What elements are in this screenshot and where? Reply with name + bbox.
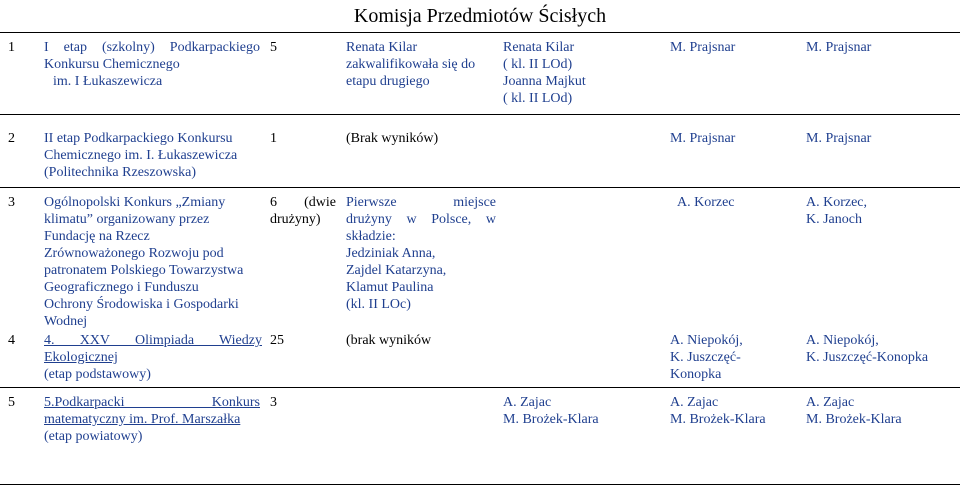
teacher-name: A. Niepokój, K. Juszczęć- Konopka (670, 333, 743, 382)
participants-count: 6 (dwie drużyny) (270, 195, 336, 227)
row-number: 1 (8, 40, 15, 55)
row-divider (0, 387, 960, 388)
row-divider (0, 187, 960, 188)
row-number: 3 (8, 195, 15, 210)
competition-name: I etap (szkolny) Podkarpackiego Konkursu Chemicznego im. I Łukaszewicza (44, 40, 260, 89)
row-divider (0, 114, 960, 115)
row-divider (0, 484, 960, 485)
result-text: (Brak wyników) (346, 131, 439, 146)
page-title: Komisja Przedmiotów Ścisłych (353, 5, 607, 27)
teacher-name: A. Zajac M. Brożek-Klara (670, 395, 766, 427)
teacher-name: A. Korzec (677, 195, 735, 210)
result-text: Pierwsze miejsce drużyny w Polsce, w składzie: Jedziniak Anna, Zajdel Katarzyna, Klamut Paulina (kl. II LOc) (346, 195, 496, 312)
students-list: A. Zajac M. Brożek-Klara (503, 395, 599, 427)
participants-count: 3 (270, 395, 277, 410)
row-number: 4 (8, 333, 15, 348)
teacher-name-2: M. Prajsnar (806, 40, 872, 55)
result-text: Renata Kilar zakwalifikowała się do etapu drugiego (346, 40, 476, 89)
competition-name: II etap Podkarpackiego Konkursu Chemicznego im. I. Łukaszewicza (Politechnika Rzeszowska) (44, 131, 238, 180)
competition-name: 5.Podkarpacki Konkurs matematyczny im. Prof. Marszałka (etap powiatowy) (44, 395, 260, 444)
row-divider (0, 32, 960, 33)
teacher-name: M. Prajsnar (670, 131, 736, 146)
result-text: (brak wyników (346, 333, 432, 348)
competition-name: Ogólnopolski Konkurs „Zmiany klimatu” organizowany przez Fundację na Rzecz Zrównoważonego Rozwoju pod patronatem Polskiego Towarzystwa Geograficznego i Funduszu Ochrony Środowiska i Gospodarki Wodnej (44, 195, 244, 329)
teacher-name-2: A. Zajac M. Brożek-Klara (806, 395, 902, 427)
participants-count: 25 (270, 333, 284, 348)
teacher-name-2: A. Korzec, K. Janoch (806, 195, 868, 227)
competition-name: 4. XXV Olimpiada Wiedzy Ekologicznej (etap podstawowy) (44, 333, 262, 382)
participants-count: 5 (270, 40, 277, 55)
row-number: 5 (8, 395, 15, 410)
students-list: Renata Kilar ( kl. II LOd) Joanna Majkut ( kl. II LOd) (503, 40, 586, 106)
participants-count: 1 (270, 131, 277, 146)
teacher-name: M. Prajsnar (670, 40, 736, 55)
row-number: 2 (8, 131, 15, 146)
teacher-name-2: A. Niepokój, K. Juszczęć-Konopka (806, 333, 929, 365)
teacher-name-2: M. Prajsnar (806, 131, 872, 146)
